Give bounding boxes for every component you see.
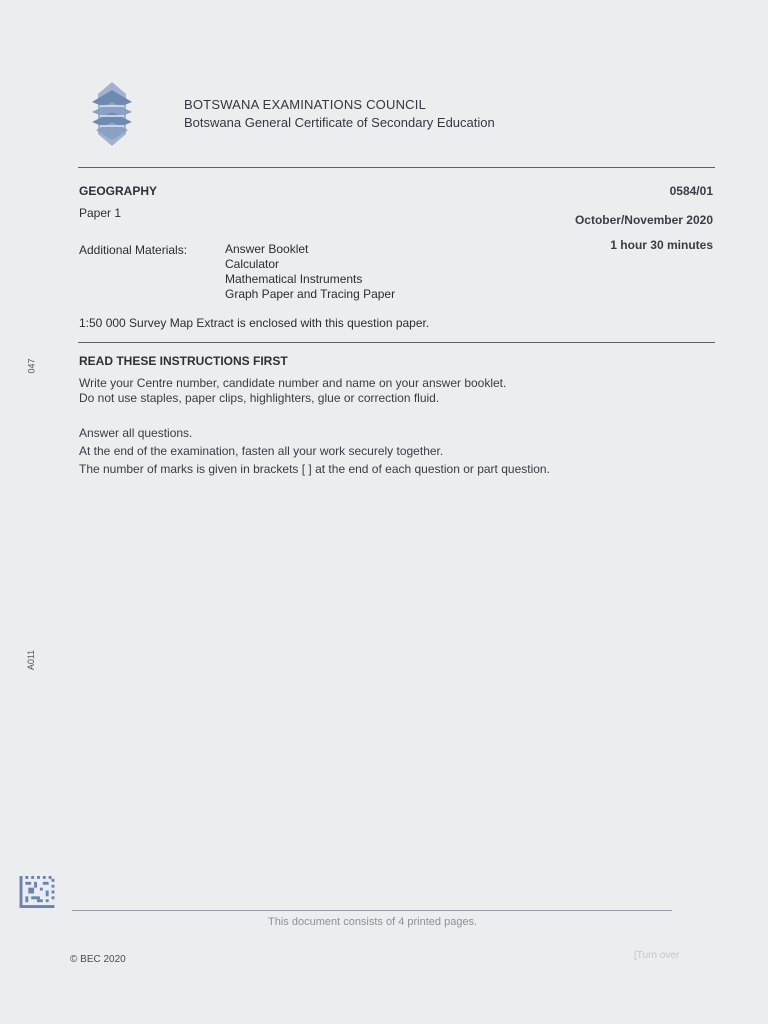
instruction-line: Answer all questions. (79, 426, 193, 440)
instructions-divider (78, 342, 715, 343)
materials-list (225, 242, 395, 302)
map-extract-note: 1:50 000 Survey Map Extract is enclosed with this question paper. (79, 316, 430, 330)
margin-code-upper: 047 (26, 358, 37, 374)
paper-code: 0584/01 (669, 184, 713, 198)
turn-over-note: [Turn over (634, 950, 680, 961)
subject-title: GEOGRAPHY (79, 184, 158, 198)
footer-divider (72, 910, 672, 911)
qualification-name: Botswana General Certificate of Secondary Education (184, 115, 495, 130)
exam-duration: 1 hour 30 minutes (610, 238, 713, 252)
instructions-group-1 (79, 376, 506, 406)
material-item: Mathematical Instruments (225, 272, 363, 286)
organisation-name: BOTSWANA EXAMINATIONS COUNCIL (184, 97, 426, 112)
datamatrix-barcode-icon (19, 876, 55, 908)
copyright-notice: © BEC 2020 (70, 954, 126, 965)
instruction-line: Write your Centre number, candidate number and name on your answer booklet. (79, 376, 507, 390)
material-item: Calculator (225, 257, 280, 271)
paper-number: Paper 1 (79, 206, 122, 220)
instruction-line: Do not use staples, paper clips, highlighters, glue or correction fluid. (79, 391, 440, 405)
instructions-group-2 (79, 424, 550, 478)
bec-crest-logo-icon (88, 82, 136, 146)
header-divider (78, 167, 715, 168)
instruction-line: At the end of the examination, fasten all your work securely together. (79, 444, 444, 458)
exam-session: October/November 2020 (574, 213, 713, 227)
margin-code-lower: A011 (26, 649, 37, 671)
material-item: Graph Paper and Tracing Paper (225, 287, 396, 301)
instructions-heading: READ THESE INSTRUCTIONS FIRST (79, 354, 288, 368)
page-count-note: This document consists of 4 printed pages. (268, 916, 478, 928)
material-item: Answer Booklet (225, 242, 309, 256)
instruction-line: The number of marks is given in brackets [ ] at the end of each question or part question. (79, 462, 550, 476)
materials-label: Additional Materials: (79, 243, 188, 257)
